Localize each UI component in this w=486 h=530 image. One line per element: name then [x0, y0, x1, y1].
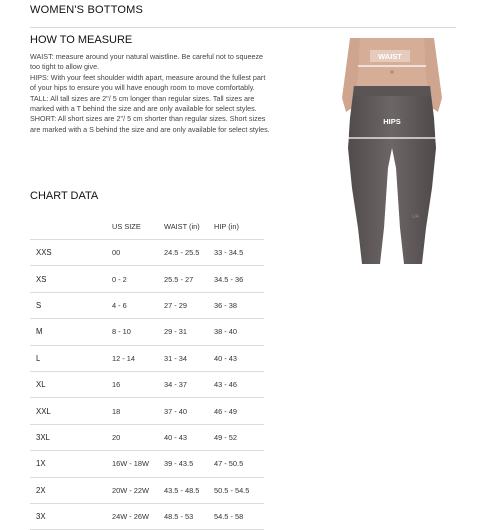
table-row	[30, 451, 264, 477]
hip-cell: 34.5 - 36	[214, 266, 264, 292]
us-size-cell: 8 - 10	[112, 319, 164, 345]
us-size-cell: 24W - 26W	[112, 503, 164, 529]
waist-cell: 43.5 - 48.5	[164, 477, 214, 503]
brand-logo-icon: UA	[412, 214, 419, 220]
size-cell: XS	[30, 266, 112, 292]
us-size-cell: 16W - 18W	[112, 451, 164, 477]
table-row	[30, 424, 264, 450]
size-cell: S	[30, 292, 112, 318]
waist-cell: 40 - 43	[164, 424, 214, 450]
us-size-cell: 0 - 2	[112, 266, 164, 292]
table-row	[30, 292, 264, 318]
waist-instruction: WAIST: measure around your natural waistline. Be careful not to squeeze too tight to allow give.	[30, 52, 264, 72]
us-size-cell: 20W - 22W	[112, 477, 164, 503]
column-header-waist: WAIST (in)	[164, 213, 214, 240]
waist-cell: 29 - 31	[164, 319, 214, 345]
measure-instructions	[30, 52, 270, 135]
model-leggings	[348, 86, 436, 264]
table-row	[30, 398, 264, 424]
waist-cell: 31 - 34	[164, 345, 214, 371]
us-size-cell: 20	[112, 424, 164, 450]
waist-cell: 25.5 - 27	[164, 266, 214, 292]
hip-cell: 46 - 49	[214, 398, 264, 424]
hip-cell: 33 - 34.5	[214, 240, 264, 266]
table-body	[30, 240, 264, 530]
size-cell: 3X	[30, 503, 112, 529]
size-chart-table	[30, 213, 264, 530]
hip-cell: 50.5 - 54.5	[214, 477, 264, 503]
measurement-figure	[312, 38, 470, 268]
short-instruction: SHORT: All short sizes are 2"/ 5 cm shorter than regular sizes. Short sizes are marked with a S behind the size and are only available for select styles.	[30, 114, 270, 134]
waist-cell: 27 - 29	[164, 292, 214, 318]
column-header-us-size: US SIZE	[112, 213, 164, 240]
size-cell: 1X	[30, 451, 112, 477]
waist-cell: 24.5 - 25.5	[164, 240, 214, 266]
hip-cell: 38 - 40	[214, 319, 264, 345]
column-header-hip: HIP (in)	[214, 213, 264, 240]
divider	[30, 27, 456, 28]
table-row	[30, 319, 264, 345]
hips-label: HIPS	[383, 117, 401, 126]
waist-cell: 39 - 43.5	[164, 451, 214, 477]
us-size-cell: 00	[112, 240, 164, 266]
size-cell: M	[30, 319, 112, 345]
table-row	[30, 503, 264, 529]
chart-data-title: CHART DATA	[30, 190, 99, 202]
hip-cell: 43 - 46	[214, 371, 264, 397]
us-size-cell: 16	[112, 371, 164, 397]
hip-cell: 49 - 52	[214, 424, 264, 450]
size-cell: 2X	[30, 477, 112, 503]
hips-instruction: HIPS: With your feet shoulder width apart, measure around the fullest part of your hips to ensure you will have enough room to move comfortably.	[30, 72, 266, 93]
size-cell: XL	[30, 371, 112, 397]
hip-cell: 40 - 43	[214, 345, 264, 371]
size-cell: XXL	[30, 398, 112, 424]
size-cell: 3XL	[30, 424, 112, 450]
tall-instruction: TALL: All tall sizes are 2"/ 5 cm longer than regular sizes. Tall sizes are marked with a T behind the size and are only available for select styles.	[30, 93, 257, 114]
us-size-cell: 12 - 14	[112, 345, 164, 371]
table-header-row	[30, 213, 264, 240]
hip-cell: 47 - 50.5	[214, 451, 264, 477]
table-row	[30, 477, 264, 503]
waist-label: WAIST	[378, 52, 402, 61]
how-to-measure-title: HOW TO MEASURE	[30, 34, 133, 46]
column-header-size	[30, 213, 112, 240]
us-size-cell: 18	[112, 398, 164, 424]
table-row	[30, 345, 264, 371]
table-row	[30, 266, 264, 292]
us-size-cell: 4 - 6	[112, 292, 164, 318]
waist-cell: 37 - 40	[164, 398, 214, 424]
table-row	[30, 371, 264, 397]
size-cell: L	[30, 345, 112, 371]
page-title: WOMEN'S BOTTOMS	[30, 4, 144, 16]
waist-cell: 34 - 37	[164, 371, 214, 397]
hip-cell: 54.5 - 58	[214, 503, 264, 529]
size-cell: XXS	[30, 240, 112, 266]
waist-cell: 48.5 - 53	[164, 503, 214, 529]
table-row	[30, 240, 264, 266]
hip-cell: 36 - 38	[214, 292, 264, 318]
